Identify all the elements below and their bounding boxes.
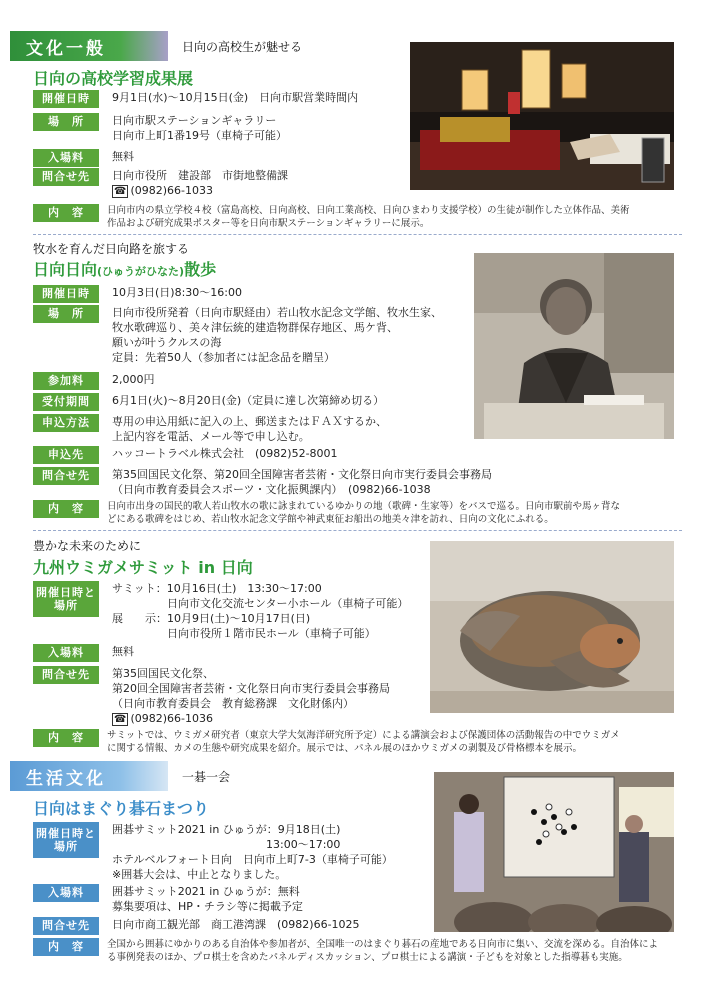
- row-label: 開催日時: [33, 90, 99, 108]
- info-row: [33, 285, 242, 303]
- row-value: 10月3日(日)8:30〜16:00: [112, 286, 242, 299]
- row-value: サミットでは、ウミガメ研究者（東京大学大気海洋研究所予定）による講演会および保護団体の活動報告の中でウミガメ に関する情報、カメの生態や研究成果を紹介。展示では、パネル展のほかウミガメの剥製及び骨格標本を展示。: [107, 730, 620, 754]
- category-header-culture: [10, 31, 302, 61]
- row-label: 入場料: [33, 644, 99, 662]
- row-value: 2,000円: [112, 373, 155, 386]
- row-label: 問合せ先: [33, 666, 99, 684]
- lantern-exhibit-photo: [410, 42, 674, 190]
- row-value: 囲碁サミット2021 in ひゅうが：無料 募集要項は、HP・チラシ等に掲載予定: [112, 885, 303, 913]
- row-value: ハッコートラベル株式会社 (0982)52-8001: [112, 447, 338, 460]
- bokusui-portrait-photo: [474, 253, 674, 439]
- event-tagline: 豊かな未来のために: [33, 539, 142, 553]
- row-label: 申込先: [33, 446, 99, 464]
- info-row: [33, 149, 134, 167]
- row-value: 無料: [112, 150, 134, 163]
- row-value: 日向市商工観光部 商工港湾課 (0982)66-1025: [112, 918, 360, 931]
- row-label: 開催日時: [33, 285, 99, 303]
- row-value: 日向市役所 建設部 市街地整備課 ☎ (0982)66-1033: [112, 169, 288, 197]
- info-row: [33, 446, 338, 464]
- info-row: [33, 467, 492, 496]
- row-label: 場 所: [33, 113, 99, 131]
- row-value: 日向市内の県立学校４校（富島高校、日向高校、日向工業高校、日向ひまわり支援学校）の生徒が制作した立体作品、美術 作品および研究成果ポスター等を日向市駅ステーションギャラリーに展示。: [107, 205, 630, 229]
- row-value: 専用の申込用紙に記入の上、郵送またはＦＡＸするか、 上記内容を電話、メール等で申し込む。: [112, 415, 387, 443]
- row-label: 開催日時と場所: [33, 581, 99, 617]
- row-value: サミット：10月16日(土) 13:30〜17:00 日向市文化交流センター小ホール（車椅子可能） 展 示：10月9日(土)〜10月17日(日) 日向市役所１階市民ホール（車椅子可能）: [112, 582, 409, 640]
- category-tab: 文化一般: [10, 31, 168, 61]
- divider: [33, 530, 682, 531]
- event-title: 日向の高校学習成果展: [33, 69, 194, 88]
- row-label: 問合せ先: [33, 168, 99, 186]
- category-subtitle: 日向の高校生が魅せる: [182, 39, 303, 54]
- row-label: 入場料: [33, 884, 99, 902]
- info-row: [33, 113, 287, 142]
- row-value: 無料: [112, 645, 134, 658]
- row-value: 第35回国民文化祭、第20回全国障害者芸術・文化祭日向市実行委員会事務局 （日向市教育委員会スポーツ・文化振興課内） (0982)66-1038: [112, 468, 492, 496]
- event-title: 日向日向(ひゅうがひなた)散歩: [33, 260, 217, 279]
- row-value: 日向市駅ステーションギャラリー 日向市上町1番19号（車椅子可能）: [112, 114, 287, 142]
- category-subtitle: 一碁一会: [182, 769, 231, 784]
- category-tab: 生活文化: [10, 761, 168, 791]
- info-row: [33, 393, 384, 411]
- telephone-icon: ☎: [114, 186, 127, 197]
- go-festival-photo: [434, 772, 674, 932]
- category-header-lifestyle: [10, 761, 230, 791]
- info-row: [33, 917, 360, 935]
- info-row: [33, 414, 387, 443]
- row-value: 全国から囲碁にゆかりのある自治体や参加者が、全国唯一のはまぐり碁石の産地である日向市に集い、交流を深める。自治体によ る事例発表のほか、プロ棋士を含めたパネルディスカッション、プロ棋士による講演・子どもを対象とした指導碁も実施。: [107, 939, 659, 963]
- info-row: [33, 938, 659, 963]
- row-value: 9月1日(水)〜10月15日(金) 日向市駅営業時間内: [112, 91, 359, 104]
- info-row: [33, 581, 409, 640]
- row-label: 内 容: [33, 204, 99, 222]
- row-label: 内 容: [33, 500, 99, 518]
- row-label: 入場料: [33, 149, 99, 167]
- row-label: 受付期間: [33, 393, 99, 411]
- row-value: 囲碁サミット2021 in ひゅうが：9月18日(土) 13:00〜17:00 ホテルベルフォート日向 日向市上町7-3（車椅子可能） ※囲碁大会は、中止となりました。: [112, 823, 393, 881]
- row-label: 参加料: [33, 372, 99, 390]
- row-value: 第35回国民文化祭、 第20回全国障害者芸術・文化祭日向市実行委員会事務局 （日向市教育委員会 教育総務課 文化財係内） ☎ (0982)66-1036: [112, 667, 390, 725]
- info-row: [33, 372, 155, 390]
- event-title: 日向はまぐり碁石まつり: [33, 799, 210, 818]
- info-row: [33, 90, 358, 108]
- row-value: 日向市役所発着（日向市駅経由）若山牧水記念文学館、牧水生家、 牧水歌碑巡り、美々津伝統的建造物群保存地区、馬ケ背、 願いが叶うクルスの海 定員：先着50人（参加者には記念品を贈呈）: [112, 306, 442, 364]
- row-label: 内 容: [33, 938, 99, 956]
- sea-turtle-photo: [430, 541, 674, 713]
- info-row: [33, 305, 442, 364]
- event-title: 九州ウミガメサミット in 日向: [33, 558, 253, 577]
- telephone-icon: ☎: [114, 714, 127, 725]
- info-row: [33, 168, 288, 197]
- row-value: 日向市出身の国民的歌人若山牧水の歌に詠まれているゆかりの地（歌碑・生家等）をバスで巡る。日向市駅前や馬ヶ背な どにある歌碑をはじめ、若山牧水記念文学館や神武東征お船出の地美々津を訪れ、日向の文化にふれる。: [107, 501, 621, 525]
- row-label: 開催日時と場所: [33, 822, 99, 858]
- info-row: [33, 822, 393, 881]
- divider: [33, 234, 682, 235]
- info-row: [33, 204, 630, 229]
- row-label: 内 容: [33, 729, 99, 747]
- info-row: [33, 644, 134, 662]
- row-label: 問合せ先: [33, 467, 99, 485]
- info-row: [33, 729, 620, 754]
- event-tagline: 牧水を育んだ日向路を旅する: [33, 242, 190, 256]
- row-label: 申込方法: [33, 414, 99, 432]
- row-label: 場 所: [33, 305, 99, 323]
- row-value: 6月1日(火)〜8月20日(金)（定員に達し次第締め切る）: [112, 394, 385, 407]
- row-label: 問合せ先: [33, 917, 99, 935]
- info-row: [33, 884, 303, 913]
- info-row: [33, 500, 621, 525]
- info-row: [33, 666, 390, 725]
